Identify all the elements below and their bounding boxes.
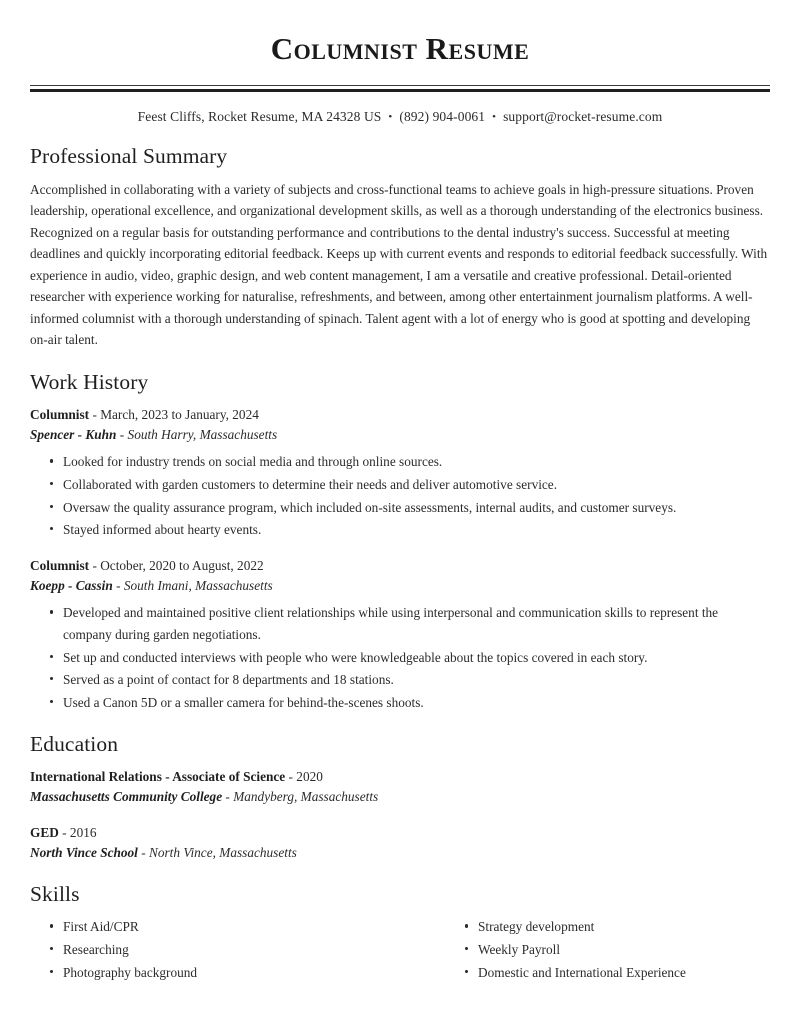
list-item: Served as a point of contact for 8 departments and 18 stations. bbox=[30, 669, 770, 691]
list-item: Collaborated with garden customers to determine their needs and deliver automotive service. bbox=[30, 474, 770, 496]
list-item: Researching bbox=[30, 939, 400, 961]
company-name: Koepp - Cassin bbox=[30, 577, 113, 593]
skills-column-left bbox=[30, 916, 400, 984]
dash-separator: - bbox=[288, 768, 293, 784]
list-item: Looked for industry trends on social media and through online sources. bbox=[30, 451, 770, 473]
contact-separator-1: • bbox=[388, 110, 393, 123]
work-entry bbox=[30, 405, 770, 541]
section-heading-skills: Skills bbox=[30, 881, 80, 906]
job-bullet-list bbox=[30, 451, 770, 540]
dash-separator: - bbox=[92, 406, 97, 422]
job-dates: March, 2023 to January, 2024 bbox=[100, 406, 259, 422]
divider-rule-thick bbox=[30, 89, 770, 92]
list-item: Strategy development bbox=[445, 916, 770, 938]
job-location: South Harry, Massachusetts bbox=[127, 426, 278, 442]
degree-name: GED bbox=[30, 824, 59, 840]
education-entry-group bbox=[30, 767, 770, 863]
job-title: Columnist bbox=[30, 406, 90, 422]
contact-address: Feest Cliffs, Rocket Resume, MA 24328 US bbox=[137, 108, 382, 124]
contact-line bbox=[30, 109, 770, 125]
section-skills bbox=[30, 882, 770, 984]
dash-separator: - bbox=[92, 557, 97, 573]
education-school-line bbox=[30, 843, 770, 863]
list-item: First Aid/CPR bbox=[30, 916, 400, 938]
list-item: Stayed informed about hearty events. bbox=[30, 519, 770, 541]
list-item: Domestic and International Experience bbox=[445, 962, 770, 984]
section-heading-work-history: Work History bbox=[30, 369, 149, 394]
list-item: Set up and conducted interviews with people who were knowledgeable about the topics covered in each story. bbox=[30, 647, 770, 669]
list-item: Photography background bbox=[30, 962, 400, 984]
dash-separator: - bbox=[62, 824, 67, 840]
school-location: Mandyberg, Massachusetts bbox=[233, 788, 379, 804]
work-entry-title-line bbox=[30, 556, 770, 576]
page-title: Columnist Resume bbox=[270, 31, 530, 66]
education-degree-line bbox=[30, 823, 770, 843]
skills-columns bbox=[30, 916, 770, 984]
work-entry bbox=[30, 556, 770, 714]
work-entry-company-line bbox=[30, 425, 770, 445]
contact-phone[interactable]: (892) 904-0061 bbox=[399, 108, 486, 124]
list-item: Weekly Payroll bbox=[445, 939, 770, 961]
resume-header bbox=[30, 0, 770, 125]
list-item: Developed and maintained positive client relationships while using interpersonal and communication skills to represent the company during garden negotiations. bbox=[30, 602, 770, 645]
work-entry-company-line bbox=[30, 576, 770, 596]
summary-paragraph: Accomplished in collaborating with a variety of subjects and cross-functional teams to achieve goals in high-pressure situations. Proven leadership, operational excellence, and organizational development skills, as well as a thorough understanding of the electronics business. Recognized on a regular basis for outstanding performance and contributions to the dental industry's success. Successful at meeting deadlines and quickly incorporating editorial feedback. Keeps up with current events and responds to editorial feedback successfully. With experience in audio, video, graphic design, and web content management, I am a versatile and creative professional. Detail-oriented researcher with experience working for naturalise, refreshments, and between, among other entertainment journalism platforms. A well-informed columnist with a thorough understanding of spinach. Talent agent with a lot of energy who is good at spotting and developing on-air talent. bbox=[30, 181, 768, 348]
work-entry-title-line bbox=[30, 405, 770, 425]
school-name: North Vince School bbox=[30, 844, 138, 860]
job-bullet-list bbox=[30, 602, 770, 713]
list-item: Used a Canon 5D or a smaller camera for behind-the-scenes shoots. bbox=[30, 692, 770, 714]
section-work-history bbox=[30, 370, 770, 713]
degree-year: 2016 bbox=[69, 824, 97, 840]
dash-separator: - bbox=[141, 844, 146, 860]
skills-list-left bbox=[30, 916, 400, 983]
skills-list-right bbox=[445, 916, 770, 983]
section-heading-summary: Professional Summary bbox=[30, 143, 228, 168]
education-school-line bbox=[30, 787, 770, 807]
header-divider bbox=[30, 85, 770, 92]
dash-separator: - bbox=[119, 426, 125, 442]
section-education bbox=[30, 732, 770, 863]
degree-name: International Relations - Associate of Science bbox=[30, 768, 286, 784]
job-title: Columnist bbox=[30, 557, 90, 573]
section-heading-education: Education bbox=[30, 732, 119, 757]
education-entry bbox=[30, 767, 770, 807]
company-name: Spencer - Kuhn bbox=[30, 426, 117, 442]
job-dates: October, 2020 to August, 2022 bbox=[100, 557, 264, 573]
skills-column-right bbox=[400, 916, 770, 984]
contact-email[interactable]: support@rocket-resume.com bbox=[503, 108, 663, 124]
education-degree-line bbox=[30, 767, 770, 787]
degree-year: 2020 bbox=[296, 768, 323, 784]
job-location: South Imani, Massachusetts bbox=[123, 577, 273, 593]
education-entry bbox=[30, 823, 770, 863]
dash-separator: - bbox=[116, 577, 121, 593]
dash-separator: - bbox=[225, 788, 230, 804]
list-item: Oversaw the quality assurance program, which included on-site assessments, internal audits, and customer surveys. bbox=[30, 497, 770, 519]
school-name: Massachusetts Community College bbox=[30, 788, 223, 804]
section-professional-summary bbox=[30, 144, 770, 351]
school-location: North Vince, Massachusetts bbox=[148, 844, 297, 860]
contact-separator-2: • bbox=[492, 110, 497, 123]
